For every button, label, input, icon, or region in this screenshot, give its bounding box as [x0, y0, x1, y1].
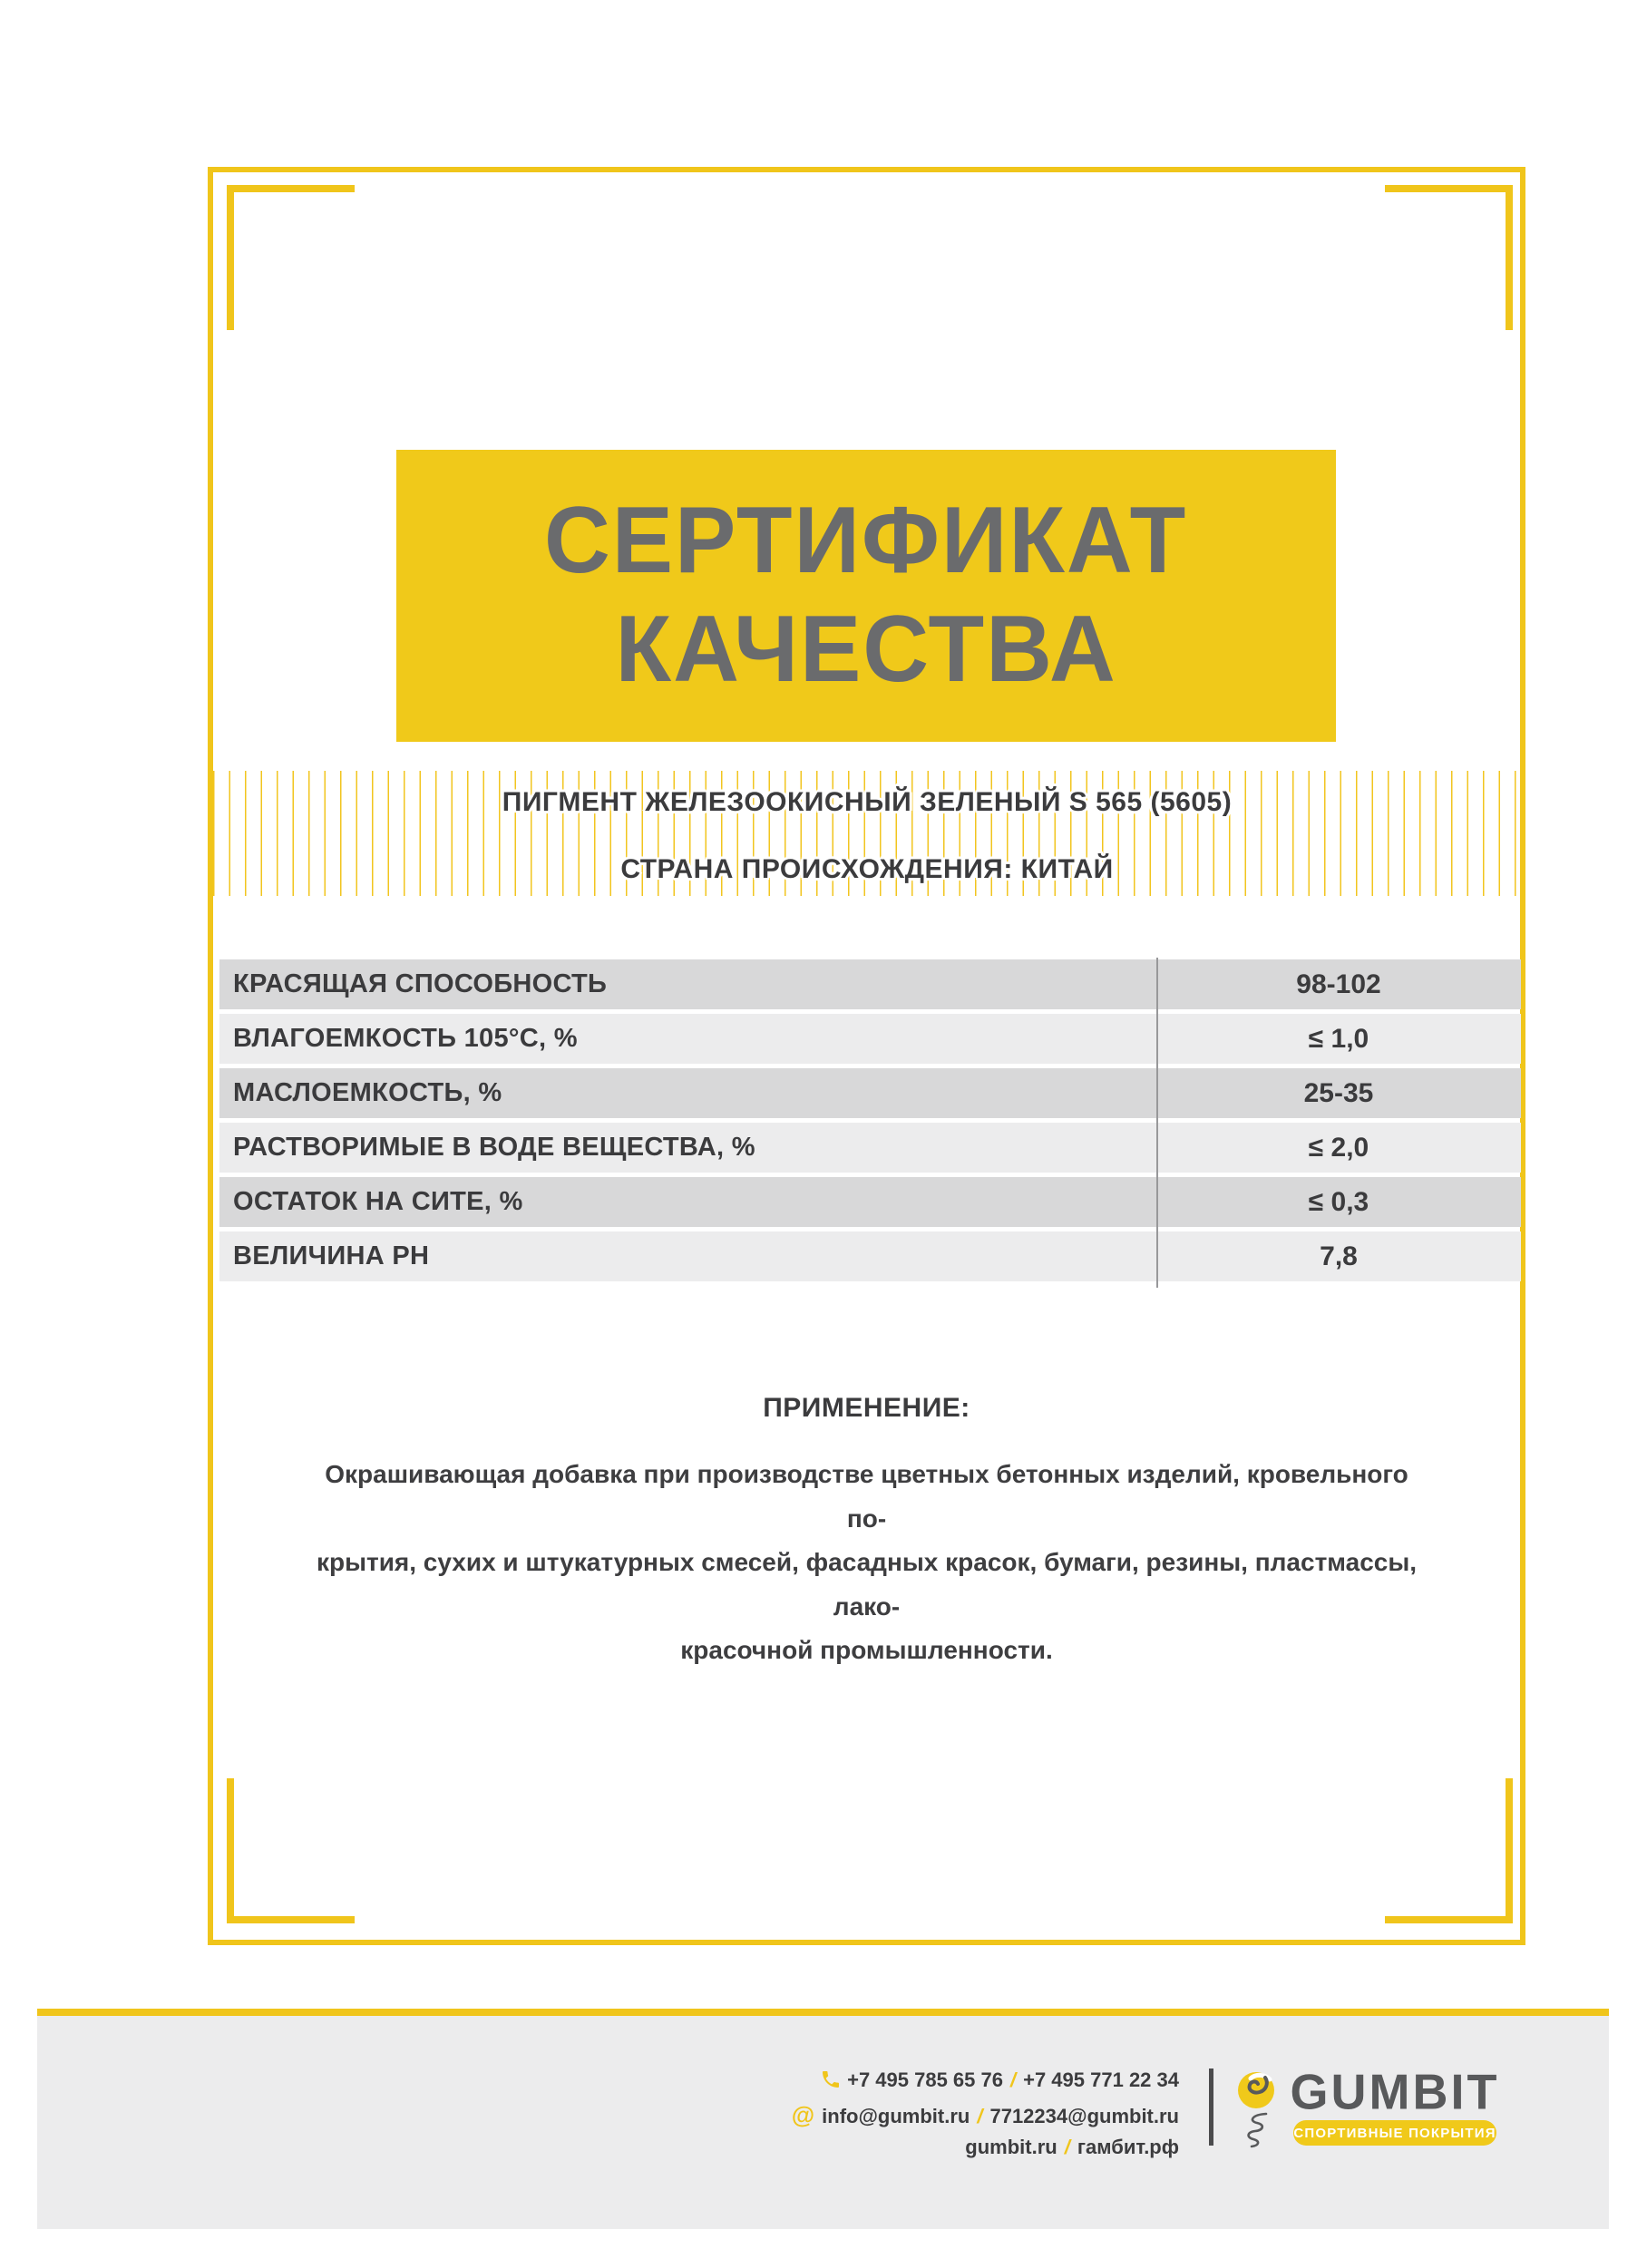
title-banner — [396, 450, 1336, 742]
applications-line: красочной промышленности. — [680, 1636, 1053, 1664]
footer-vertical-divider — [1209, 2068, 1213, 2146]
website-rf: гамбит.рф — [1077, 2136, 1179, 2158]
row-label: ВЛАГОЕМКОСТЬ 105°С, % — [233, 1024, 578, 1053]
corner-accent-top-right — [1385, 185, 1513, 330]
row-label: КРАСЯЩАЯ СПОСОБНОСТЬ — [233, 969, 608, 998]
row-label: РАСТВОРИМЫЕ В ВОДЕ ВЕЩЕСТВА, % — [233, 1133, 755, 1162]
phone-icon — [820, 2068, 847, 2099]
slash-separator: / — [977, 2105, 983, 2127]
at-icon: @ — [791, 2101, 815, 2128]
website-ru: gumbit.ru — [965, 2136, 1057, 2158]
gumbit-ball-icon — [1237, 2070, 1277, 2117]
table-row — [219, 1014, 1521, 1064]
applications-paragraph — [304, 1453, 1429, 1673]
table-row — [219, 1231, 1521, 1281]
table-column-divider — [1156, 958, 1158, 1288]
corner-accent-bottom-left — [227, 1778, 355, 1923]
contact-phones-line — [792, 2065, 1179, 2099]
gumbit-wordmark: GUMBIT — [1290, 2064, 1500, 2120]
spring-icon — [1243, 2111, 1270, 2154]
row-value: 25-35 — [1303, 1077, 1374, 1108]
striped-band — [213, 771, 1521, 896]
slash-separator: / — [1009, 2068, 1017, 2091]
contact-sites-line — [792, 2132, 1179, 2163]
page-title-line2: КАЧЕСТВА — [615, 597, 1117, 702]
row-label: МАСЛОЕМКОСТЬ, % — [233, 1078, 502, 1107]
corner-accent-top-left — [227, 185, 355, 330]
row-value: ≤ 0,3 — [1308, 1186, 1369, 1217]
table-row — [219, 1123, 1521, 1173]
table-row — [219, 1177, 1521, 1227]
row-value: 98-102 — [1296, 969, 1381, 999]
row-value: 7,8 — [1320, 1241, 1358, 1271]
phone-number-2: +7 495 771 22 34 — [1023, 2068, 1179, 2091]
footer-accent-bar — [37, 2009, 1609, 2016]
product-origin: СТРАНА ПРОИСХОЖДЕНИЯ: КИТАЙ — [620, 854, 1114, 884]
contact-block — [792, 2065, 1179, 2163]
applications-line: крытия, сухих и штукатурных смесей, фасадных красок, бумаги, резины, пластмассы, лако- — [316, 1548, 1418, 1621]
table-row — [219, 1068, 1521, 1118]
logo-tagline-pill: СПОРТИВНЫЕ ПОКРЫТИЯ — [1293, 2120, 1496, 2146]
table-row — [219, 959, 1521, 1009]
product-name: ПИГМЕНТ ЖЕЛЕЗООКИСНЫЙ ЗЕЛЕНЫЙ S 565 (5605) — [502, 787, 1233, 817]
page-title-line1: СЕРТИФИКАТ — [544, 488, 1188, 594]
contact-emails-line — [792, 2099, 1179, 2132]
phone-number-1: +7 495 785 65 76 — [847, 2068, 1003, 2091]
slash-separator: / — [1064, 2136, 1070, 2158]
email-1: info@gumbit.ru — [822, 2105, 970, 2127]
email-2: 7712234@gumbit.ru — [989, 2105, 1179, 2127]
row-value: ≤ 1,0 — [1308, 1023, 1369, 1054]
row-label: ОСТАТОК НА СИТЕ, % — [233, 1187, 523, 1216]
applications-line: Окрашивающая добавка при производстве цветных бетонных изделий, кровельного по- — [325, 1460, 1408, 1533]
row-value: ≤ 2,0 — [1308, 1132, 1369, 1163]
applications-heading: ПРИМЕНЕНИЕ: — [763, 1393, 970, 1423]
spec-table — [219, 959, 1521, 1286]
corner-accent-bottom-right — [1385, 1778, 1513, 1923]
row-label: ВЕЛИЧИНА PH — [233, 1241, 430, 1270]
